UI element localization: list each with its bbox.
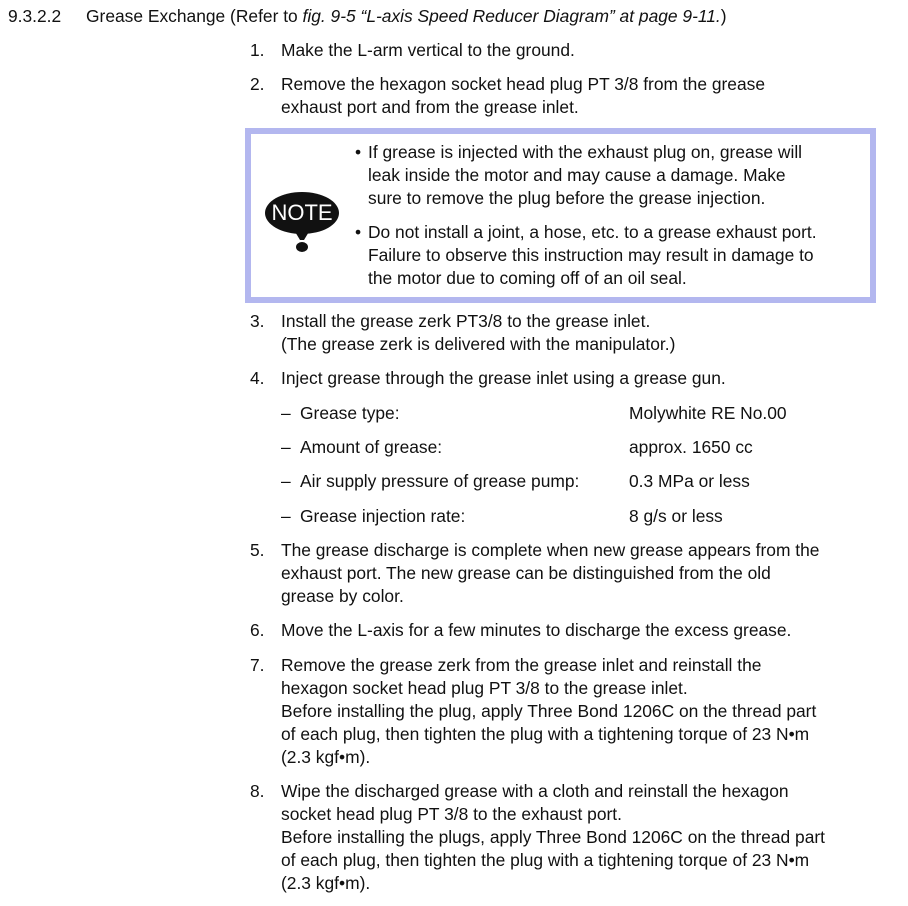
spec-value: Molywhite RE No.00: [629, 403, 787, 423]
note-text: Do not install a joint, a hose, etc. to a grease exhaust port.: [368, 222, 817, 242]
step-text: Before installing the plug, apply Three Bond 1206C on the thread part: [281, 701, 817, 721]
step-text: (2.3 kgf•m).: [281, 747, 371, 767]
step-text: The grease discharge is complete when new grease appears from the: [281, 540, 820, 560]
step-number: 3.: [250, 311, 265, 331]
step-2: [250, 73, 890, 119]
spec-row-amount: [281, 436, 753, 459]
bullet: •: [355, 142, 362, 162]
step-number: 6.: [250, 620, 265, 640]
step-6: [250, 619, 890, 642]
dash: –: [281, 437, 291, 457]
note-icon: [265, 190, 341, 254]
spec-label: Air supply pressure of grease pump:: [300, 471, 580, 491]
step-number: 4.: [250, 368, 265, 388]
note-label: NOTE: [271, 200, 333, 225]
step-1: [250, 39, 890, 62]
note-text: Failure to observe this instruction may result in damage to: [368, 245, 814, 265]
section-number: 9.3.2.2: [8, 6, 62, 26]
step-number: 1.: [250, 40, 265, 60]
spec-value: 0.3 MPa or less: [629, 471, 750, 491]
spec-row-grease-type: [281, 402, 787, 425]
note-item: [355, 141, 865, 210]
step-text: exhaust port and from the grease inlet.: [281, 97, 579, 117]
step-text: Before installing the plugs, apply Three Bond 1206C on the thread part: [281, 827, 825, 847]
dash: –: [281, 471, 291, 491]
dash: –: [281, 403, 291, 423]
spec-label: Grease type:: [300, 403, 400, 423]
step-text: Make the L-arm vertical to the ground.: [281, 40, 575, 60]
step-text: (The grease zerk is delivered with the manipulator.): [281, 334, 676, 354]
heading-close-paren: ): [720, 6, 727, 26]
note-item: [355, 221, 865, 290]
spec-label: Amount of grease:: [300, 437, 443, 457]
step-text: exhaust port. The new grease can be distinguished from the old: [281, 563, 771, 583]
step-text: hexagon socket head plug PT 3/8 to the grease inlet.: [281, 678, 688, 698]
step-text: (2.3 kgf•m).: [281, 873, 371, 893]
note-text: sure to remove the plug before the grease injection.: [368, 188, 766, 208]
section-title: Grease Exchange (Refer to: [86, 6, 303, 26]
step-8: [250, 780, 890, 895]
step-text: Wipe the discharged grease with a cloth and reinstall the hexagon: [281, 781, 789, 801]
spec-row-injection-rate: [281, 505, 723, 528]
dash: –: [281, 506, 291, 526]
step-5: [250, 539, 890, 608]
step-7: [250, 654, 890, 769]
spec-row-air-pressure: [281, 470, 750, 493]
step-text: Remove the grease zerk from the grease inlet and reinstall the: [281, 655, 762, 675]
spec-value: 8 g/s or less: [629, 506, 723, 526]
step-number: 5.: [250, 540, 265, 560]
spec-value: approx. 1650 cc: [629, 437, 753, 457]
step-text: of each plug, then tighten the plug with a tightening torque of 23 N•m: [281, 724, 810, 744]
step-text: socket head plug PT 3/8 to the exhaust port.: [281, 804, 622, 824]
step-text: of each plug, then tighten the plug with a tightening torque of 23 N•m: [281, 850, 810, 870]
step-text: Remove the hexagon socket head plug PT 3/8 from the grease: [281, 74, 766, 94]
step-text: grease by color.: [281, 586, 404, 606]
step-number: 2.: [250, 74, 265, 94]
step-text: Install the grease zerk PT3/8 to the grease inlet.: [281, 311, 651, 331]
step-4: [250, 367, 890, 390]
note-box: [245, 128, 876, 303]
note-text: the motor due to coming off of an oil seal.: [368, 268, 687, 288]
step-text: Inject grease through the grease inlet using a grease gun.: [281, 368, 726, 388]
step-text: Move the L-axis for a few minutes to discharge the excess grease.: [281, 620, 792, 640]
section-heading: [8, 5, 727, 28]
bullet: •: [355, 222, 362, 242]
note-text: leak inside the motor and may cause a damage. Make: [368, 165, 786, 185]
step-number: 8.: [250, 781, 265, 801]
spec-label: Grease injection rate:: [300, 506, 466, 526]
note-text: If grease is injected with the exhaust plug on, grease will: [368, 142, 803, 162]
step-number: 7.: [250, 655, 265, 675]
figure-reference-link[interactable]: fig. 9-5 “L-axis Speed Reducer Diagram” at page 9-11.: [302, 6, 721, 26]
step-3: [250, 310, 890, 356]
